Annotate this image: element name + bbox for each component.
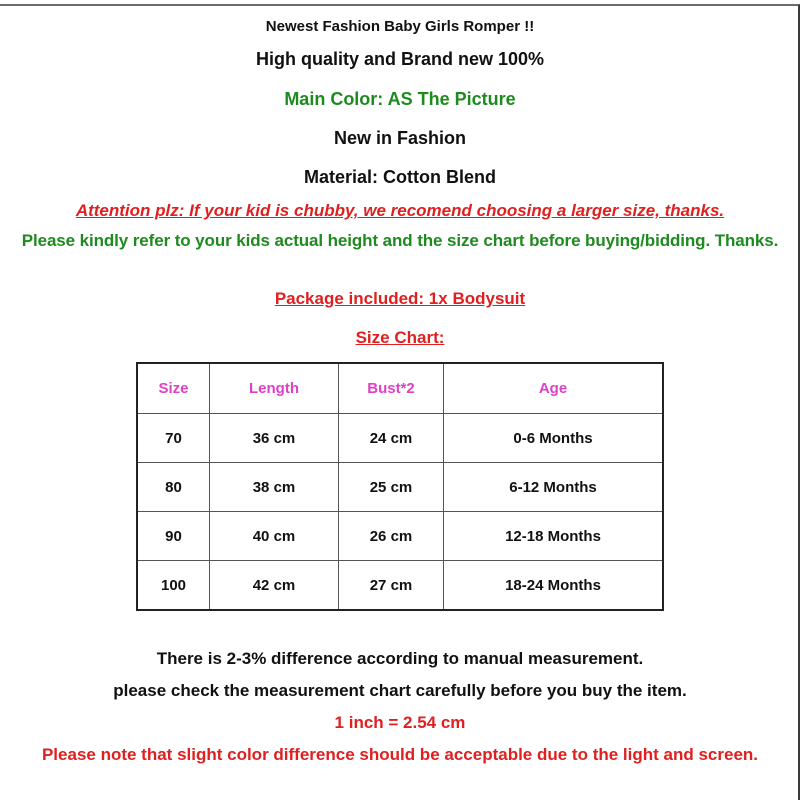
table-header-row — [137, 363, 663, 414]
inch-conversion: 1 inch = 2.54 cm — [334, 713, 466, 732]
header-age: Age — [444, 363, 664, 414]
cell-age: 0-6 Months — [444, 414, 664, 463]
cell-bust: 24 cm — [339, 414, 444, 463]
cell-length: 40 cm — [210, 512, 339, 561]
page-title: Newest Fashion Baby Girls Romper !! — [265, 18, 535, 35]
size-chart-heading: Size Chart: — [355, 328, 445, 347]
table-row — [137, 463, 663, 512]
cell-size: 100 — [137, 561, 210, 611]
table-row — [137, 512, 663, 561]
cell-size: 80 — [137, 463, 210, 512]
header-length: Length — [210, 363, 339, 414]
check-chart-note: please check the measurement chart carefully before you buy the item. — [113, 681, 687, 700]
cell-bust: 26 cm — [339, 512, 444, 561]
table-row — [137, 561, 663, 611]
new-in-fashion-line: New in Fashion — [333, 128, 466, 148]
cell-age: 12-18 Months — [444, 512, 664, 561]
header-bust: Bust*2 — [339, 363, 444, 414]
cell-length: 36 cm — [210, 414, 339, 463]
cell-age: 6-12 Months — [444, 463, 664, 512]
cell-size: 90 — [137, 512, 210, 561]
refer-size-note: Please kindly refer to your kids actual height and the size chart before buying/bidding. Thanks. — [21, 231, 779, 250]
cell-length: 42 cm — [210, 561, 339, 611]
header-size: Size — [137, 363, 210, 414]
cell-length: 38 cm — [210, 463, 339, 512]
cell-size: 70 — [137, 414, 210, 463]
material-line: Material: Cotton Blend — [304, 167, 496, 187]
attention-note: Attention plz: If your kid is chubby, we recomend choosing a larger size, thanks. — [75, 201, 725, 220]
package-included: Package included: 1x Bodysuit — [274, 289, 526, 308]
measurement-difference-note: There is 2-3% difference according to manual measurement. — [156, 649, 644, 668]
cell-age: 18-24 Months — [444, 561, 664, 611]
cell-bust: 25 cm — [339, 463, 444, 512]
size-chart-table — [136, 362, 664, 611]
quality-line: High quality and Brand new 100% — [255, 49, 545, 69]
table-row — [137, 414, 663, 463]
main-color-line: Main Color: AS The Picture — [284, 89, 516, 109]
color-difference-note: Please note that slight color difference should be acceptable due to the light and screen. — [41, 745, 759, 764]
cell-bust: 27 cm — [339, 561, 444, 611]
